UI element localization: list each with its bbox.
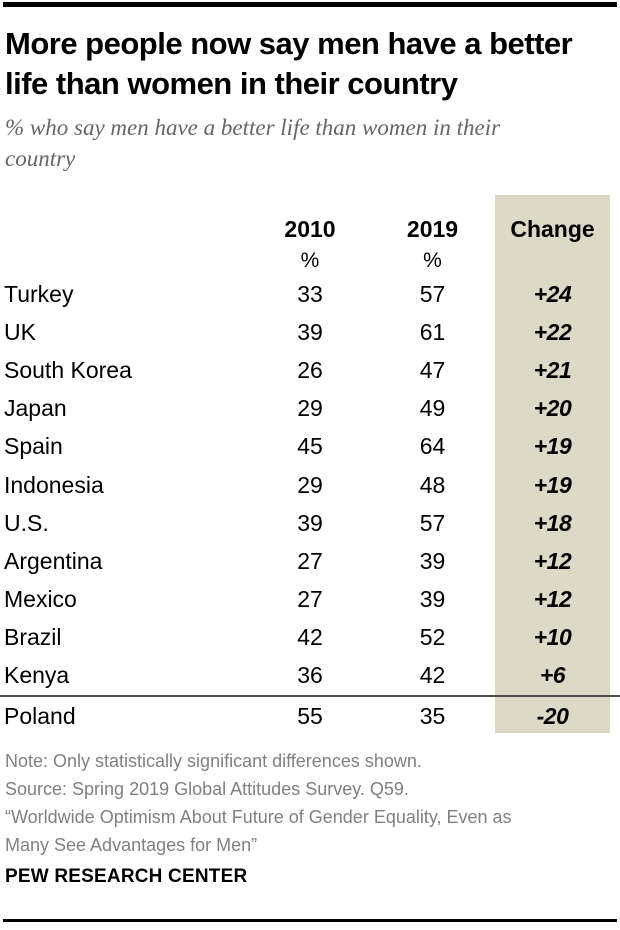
value-2019-cell: 61 <box>419 318 446 345</box>
country-cell: Spain <box>4 433 63 460</box>
figure-subtitle-line-2: country <box>5 146 76 171</box>
figure-notes <box>5 747 615 859</box>
table-row <box>0 428 620 466</box>
country-cell: Brazil <box>4 624 62 651</box>
country-cell: Mexico <box>4 586 77 613</box>
col-header-2019: 2019 <box>406 216 459 242</box>
country-cell: Kenya <box>4 662 70 689</box>
figure-title-line-2: life than women in their country <box>5 66 458 101</box>
source-line: Source: Spring 2019 Global Attitudes Survey. Q59. <box>5 779 409 799</box>
col-header-2010: 2010 <box>284 216 336 242</box>
value-2019-cell: 47 <box>419 356 446 383</box>
value-2019-cell: 42 <box>419 662 446 689</box>
value-2019-cell: 49 <box>419 395 446 422</box>
change-cell: +10 <box>533 624 572 651</box>
table-units-row <box>0 247 620 275</box>
table-row <box>0 695 620 735</box>
value-2019-cell: 35 <box>419 702 446 729</box>
table-header-row <box>0 195 620 247</box>
table-row <box>0 581 620 619</box>
country-cell: Indonesia <box>4 471 104 498</box>
value-2019-cell: 39 <box>419 586 446 613</box>
value-2010-cell: 45 <box>297 433 323 460</box>
change-cell: +24 <box>533 280 572 307</box>
value-2010-cell: 36 <box>297 662 323 689</box>
figure-subtitle <box>5 112 615 174</box>
figure-subtitle-line-1: % who say men have a better life than women in their <box>5 115 501 140</box>
value-2019-cell: 39 <box>419 547 446 574</box>
table-row <box>0 313 620 351</box>
table-row <box>0 351 620 389</box>
value-2010-cell: 39 <box>297 318 323 345</box>
value-2010-cell: 39 <box>297 509 323 536</box>
change-cell: +21 <box>533 356 572 383</box>
value-2019-cell: 52 <box>419 624 446 651</box>
change-cell: -20 <box>536 702 569 729</box>
change-cell: +12 <box>533 547 572 574</box>
value-2010-cell: 55 <box>297 702 323 729</box>
table-row <box>0 657 620 695</box>
report-title-line-1: “Worldwide Optimism About Future of Gender Equality, Even as <box>5 807 512 827</box>
units-2019: % <box>423 249 442 272</box>
table-row <box>0 504 620 542</box>
change-cell: +12 <box>533 586 572 613</box>
value-2010-cell: 29 <box>297 395 323 422</box>
value-2010-cell: 27 <box>297 586 323 613</box>
change-cell: +6 <box>539 662 566 689</box>
country-cell: Argentina <box>4 547 103 574</box>
value-2010-cell: 42 <box>297 624 323 651</box>
change-cell: +19 <box>533 471 572 498</box>
value-2010-cell: 33 <box>297 280 323 307</box>
brand-wordmark: PEW RESEARCH CENTER <box>5 866 248 887</box>
value-2010-cell: 26 <box>297 356 323 383</box>
change-cell: +20 <box>533 395 572 422</box>
units-2010: % <box>300 249 320 272</box>
table-row <box>0 542 620 580</box>
note-line: Note: Only statistically significant differences shown. <box>5 751 422 771</box>
country-cell: Poland <box>4 702 76 729</box>
table-row <box>0 390 620 428</box>
value-2019-cell: 64 <box>419 433 446 460</box>
country-cell: U.S. <box>4 509 49 536</box>
value-2019-cell: 57 <box>419 509 446 536</box>
value-2010-cell: 29 <box>297 471 323 498</box>
value-2019-cell: 57 <box>419 280 446 307</box>
country-cell: Japan <box>4 395 67 422</box>
table-row <box>0 466 620 504</box>
country-cell: UK <box>4 318 36 345</box>
data-table <box>0 195 620 735</box>
report-title-line-2: Many See Advantages for Men” <box>5 835 258 855</box>
bottom-rule <box>3 919 617 922</box>
table-rows <box>0 275 620 735</box>
top-rule <box>3 2 617 7</box>
country-cell: Turkey <box>4 280 74 307</box>
change-cell: +22 <box>533 318 572 345</box>
change-cell: +19 <box>533 433 572 460</box>
figure-title <box>5 24 615 104</box>
table-row <box>0 619 620 657</box>
change-cell: +18 <box>533 509 572 536</box>
figure-title-line-1: More people now say men have a better <box>5 26 573 61</box>
value-2019-cell: 48 <box>419 471 446 498</box>
table-row <box>0 275 620 313</box>
value-2010-cell: 27 <box>297 547 323 574</box>
country-cell: South Korea <box>4 356 132 383</box>
col-header-change: Change <box>510 216 595 242</box>
